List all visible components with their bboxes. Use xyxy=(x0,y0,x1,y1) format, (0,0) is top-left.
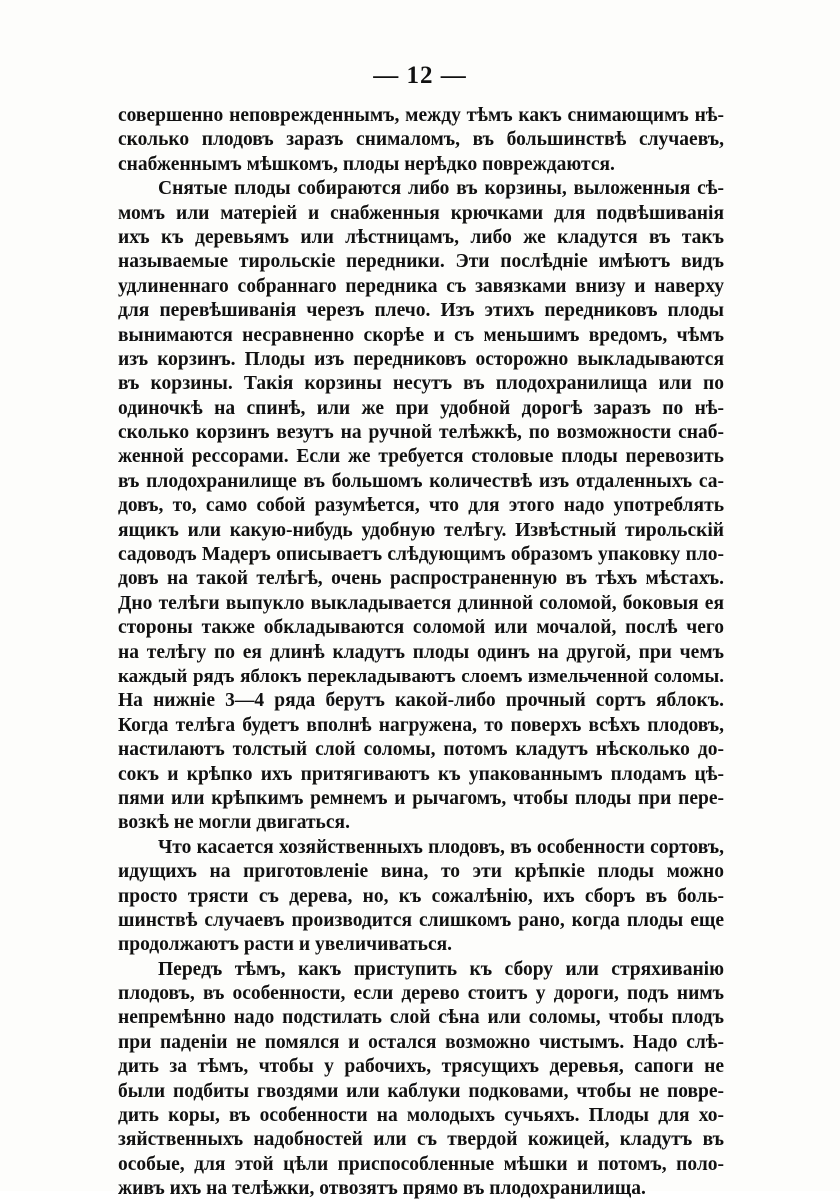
text-line: зяйственныхъ надобностей или съ твердой кожицей, кладутъ въ xyxy=(118,1129,724,1151)
body-text xyxy=(118,104,724,1202)
text-line: живъ ихъ на телѣжки, отвозятъ прямо въ плодохранилища. xyxy=(118,1178,646,1200)
text-line: женной рессорами. Если же требуется столовые плоды перевозить xyxy=(118,446,724,468)
text-line: для перевѣшиванія черезъ плечо. Изъ этихъ передниковъ плоды xyxy=(118,300,724,322)
text-line: удлиненнаго собраннаго передника съ завязками внизу и наверху xyxy=(118,275,724,297)
text-line: Снятые плоды собираются либо въ корзины, выложенныя сѣ- xyxy=(158,178,724,200)
page-number: — 12 — xyxy=(373,62,467,89)
text-line: дить коры, въ особенности на молодыхъ сучьяхъ. Плоды для хо- xyxy=(118,1105,724,1127)
text-line: каждый рядъ яблокъ перекладываютъ слоемъ измельченной соломы. xyxy=(118,665,724,687)
text-line: настилаютъ толстый слой соломы, потомъ кладутъ нѣсколько до- xyxy=(118,739,724,761)
text-line: сколько плодовъ заразъ снималомъ, въ большинствѣ случаевъ, xyxy=(118,129,724,151)
text-line: Передъ тѣмъ, какъ приступить къ сбору или стряхиванію xyxy=(158,958,724,980)
paragraph xyxy=(118,958,724,1202)
text-line: идущихъ на приготовленіе вина, то эти крѣпкіе плоды можно xyxy=(118,861,724,883)
text-line: момъ или матеріей и снабженныя крючками для подвѣшиванія xyxy=(118,202,724,224)
text-line: ящикъ или какую-нибудь удобную телѣгу. Извѣстный тирольскій xyxy=(118,519,724,541)
text-line: изъ корзинъ. Плоды изъ передниковъ осторожно выкладываются xyxy=(118,348,724,370)
text-line: стороны также обкладываются соломой или мочалой, послѣ чего xyxy=(118,617,724,639)
text-line: сколько корзинъ везутъ на ручной телѣжкѣ, по возможности снаб- xyxy=(118,422,724,444)
text-line: Дно телѣги выпукло выкладывается длинной соломой, боковыя ея xyxy=(118,592,724,614)
text-line: дить за тѣмъ, чтобы у рабочихъ, трясущихъ деревья, сапоги не xyxy=(118,1056,724,1078)
text-line: пями или крѣпкимъ ремнемъ и рычагомъ, чтобы плоды при пере- xyxy=(118,787,724,809)
text-line: возкѣ не могли двигаться. xyxy=(118,812,350,834)
text-line: На нижніе 3—4 ряда берутъ какой-либо прочный сортъ яблокъ. xyxy=(118,690,724,712)
text-line: снабженнымъ мѣшкомъ, плоды нерѣдко повреждаются. xyxy=(118,153,615,175)
text-line: довъ на такой телѣгѣ, очень распространенную въ тѣхъ мѣстахъ. xyxy=(118,568,724,590)
text-line: плодовъ, въ особенности, если дерево стоитъ у дороги, подъ нимъ xyxy=(118,983,724,1005)
text-line: при паденіи не помялся и остался возможно чистымъ. Надо слѣ- xyxy=(118,1031,724,1053)
text-line: на телѣгу по ея длинѣ кладутъ плоды одинъ на другой, при чемъ xyxy=(118,641,724,663)
text-line: совершенно неповрежденнымъ, между тѣмъ какъ снимающимъ нѣ- xyxy=(118,105,724,126)
text-line: довъ, то, само собой разумѣется, что для этого надо употреблять xyxy=(118,495,724,517)
text-line: въ плодохранилище въ большомъ количествѣ изъ отдаленныхъ са- xyxy=(118,470,724,492)
paragraph xyxy=(118,836,724,958)
text-line: называемые тирольскіе передники. Эти послѣдніе имѣютъ видъ xyxy=(118,251,724,273)
text-line: въ корзины. Такія корзины несутъ въ плодохранилища или по xyxy=(118,373,724,395)
text-line: непремѣнно надо подстилать слой сѣна или соломы, чтобы плодъ xyxy=(118,1007,724,1029)
text-line: садоводъ Мадеръ описываетъ слѣдующимъ образомъ упаковку пло- xyxy=(118,544,724,566)
text-line: Когда телѣга будетъ вполнѣ нагружена, то поверхъ всѣхъ плодовъ, xyxy=(118,714,724,736)
text-line: шинствѣ случаевъ производится слишкомъ рано, когда плоды еще xyxy=(118,909,724,931)
text-line: были подбиты гвоздями или каблуки подковами, чтобы не повре- xyxy=(118,1080,724,1102)
text-line: вынимаются несравненно скорѣе и съ меньшимъ вредомъ, чѣмъ xyxy=(118,324,724,346)
text-line: одиночкѣ на спинѣ, или же при удобной дорогѣ заразъ по нѣ- xyxy=(118,397,724,419)
paragraph xyxy=(118,104,724,177)
text-line: ихъ къ деревьямъ или лѣстницамъ, либо же кладутся въ такъ xyxy=(118,226,724,248)
text-line: особые, для этой цѣли приспособленные мѣшки и потомъ, поло- xyxy=(118,1153,724,1175)
paragraph xyxy=(118,177,724,836)
text-line: просто трясти съ дерева, но, къ сожалѣнію, ихъ сборъ въ боль- xyxy=(118,885,724,907)
text-line: Что касается хозяйственныхъ плодовъ, въ особенности сортовъ, xyxy=(158,836,724,858)
text-line: сокъ и крѣпко ихъ притягиваютъ къ упакованнымъ плодамъ цѣ- xyxy=(118,763,724,785)
text-line: продолжаютъ расти и увеличиваться. xyxy=(118,934,453,956)
